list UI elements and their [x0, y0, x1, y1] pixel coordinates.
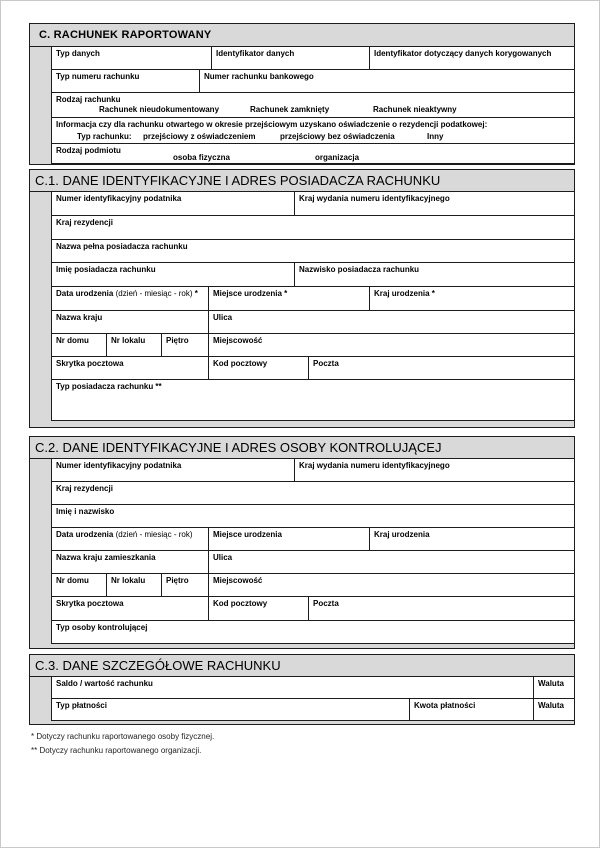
- form-row: [51, 574, 574, 597]
- section-c1-header: [30, 170, 574, 192]
- field-c1-nazwa-kraju[interactable]: [51, 311, 208, 334]
- field-label: Typ numeru rachunku: [56, 72, 140, 81]
- form-row: [51, 287, 574, 311]
- field-c2-nr-domu[interactable]: [51, 574, 106, 597]
- field-label: Numer identyfikacyjny podatnika: [56, 194, 182, 203]
- field-label: Nazwisko posiadacza rachunku: [299, 265, 420, 274]
- option-rachunek-nieudokumentowany[interactable]: Rachunek nieudokumentowany: [99, 105, 220, 114]
- section-c: [29, 23, 575, 165]
- field-label: Nr lokalu: [111, 576, 146, 585]
- field-c1-typ-posiadacza[interactable]: [51, 380, 574, 421]
- field-label: Nr domu: [56, 336, 89, 345]
- field-c2-ulica[interactable]: [208, 551, 574, 574]
- field-label: Piętro: [166, 336, 189, 345]
- field-label: Typ osoby kontrolującej: [56, 623, 148, 632]
- field-label: Numer identyfikacyjny podatnika: [56, 461, 182, 470]
- field-label: Numer rachunku bankowego: [204, 72, 314, 81]
- footnotes: [31, 730, 214, 757]
- form-row: [51, 263, 574, 287]
- field-c2-numer-identyfikacyjny[interactable]: [51, 459, 294, 482]
- field-c2-miejsce-urodzenia[interactable]: [208, 528, 369, 551]
- field-label: Informacja czy dla rachunku otwartego w okresie przejściowym uzyskano oświadczenie o rezydencji podatkowej:: [56, 120, 488, 129]
- field-label: Kraj urodzenia *: [374, 289, 435, 298]
- field-c2-nr-lokalu[interactable]: [106, 574, 161, 597]
- field-label: Rodzaj podmiotu: [56, 146, 121, 155]
- form-row: [51, 482, 574, 505]
- field-label: Imię i nazwisko: [56, 507, 115, 516]
- field-c2-miejscowosc[interactable]: [208, 574, 574, 597]
- field-c3-typ-platnosci[interactable]: [51, 699, 409, 721]
- field-informacja-oswiadczenie[interactable]: [51, 118, 574, 144]
- field-label: Data urodzenia (dzień - miesiąc - rok) *: [56, 289, 198, 298]
- field-c2-kraj-rezydencji[interactable]: [51, 482, 574, 505]
- field-c1-nazwisko[interactable]: [294, 263, 574, 287]
- option-przejsciowy-bez-oswiadczenia[interactable]: przejściowy bez oświadczenia: [280, 132, 395, 141]
- field-label: Miejsce urodzenia: [213, 530, 282, 539]
- field-c2-skrytka-pocztowa[interactable]: [51, 597, 208, 621]
- field-identyfikator-korygowanych[interactable]: [369, 47, 574, 70]
- section-c2: [29, 436, 575, 649]
- field-c2-imie-i-nazwisko[interactable]: [51, 505, 574, 528]
- section-c-rows: [51, 47, 574, 164]
- form-row: [51, 357, 574, 380]
- field-identyfikator-danych[interactable]: [211, 47, 369, 70]
- option-inny[interactable]: Inny: [427, 132, 444, 141]
- field-label: Nr lokalu: [111, 336, 146, 345]
- reported-account-form: [29, 23, 575, 725]
- field-label: Miejscowość: [213, 336, 263, 345]
- form-row: [51, 311, 574, 334]
- field-c1-nazwa-pelna[interactable]: [51, 240, 574, 263]
- field-c2-kraj-urodzenia[interactable]: [369, 528, 574, 551]
- field-label: Identyfikator danych: [216, 49, 295, 58]
- field-label: Waluta: [538, 679, 564, 688]
- form-row: [51, 47, 574, 70]
- field-label: Ulica: [213, 553, 233, 562]
- field-c1-pietro[interactable]: [161, 334, 208, 357]
- field-label: Kraj wydania numeru identyfikacyjnego: [299, 461, 450, 470]
- form-row: [51, 93, 574, 118]
- option-organizacja[interactable]: organizacja: [315, 153, 360, 162]
- form-row: [51, 240, 574, 263]
- section-c1: [29, 169, 575, 428]
- field-label: Rodzaj rachunku: [56, 95, 121, 104]
- field-c2-pietro[interactable]: [161, 574, 208, 597]
- typ-rachunku-label: Typ rachunku:: [77, 132, 132, 141]
- field-c2-kraj-wydania[interactable]: [294, 459, 574, 482]
- field-label: Nazwa kraju: [56, 313, 103, 322]
- field-label: Ulica: [213, 313, 233, 322]
- section-c3: [29, 654, 575, 725]
- field-c1-skrytka-pocztowa[interactable]: [51, 357, 208, 380]
- section-c1-title: C.1. DANE IDENTYFIKACYJNE I ADRES POSIADACZA RACHUNKU: [35, 173, 441, 188]
- field-c2-typ-osoby-kontrolujacej[interactable]: [51, 621, 574, 644]
- field-c1-kraj-rezydencji[interactable]: [51, 216, 574, 240]
- field-typ-numeru-rachunku[interactable]: [51, 70, 199, 93]
- field-rodzaj-rachunku[interactable]: [51, 93, 574, 118]
- form-row: [51, 459, 574, 482]
- section-c-header: [30, 24, 574, 47]
- field-label: Typ płatności: [56, 701, 107, 710]
- field-label: Nazwa kraju zamieszkania: [56, 553, 156, 562]
- form-row: [51, 70, 574, 93]
- field-c1-imie[interactable]: [51, 263, 294, 287]
- field-c1-kod-pocztowy[interactable]: [208, 357, 308, 380]
- option-przejsciowy-z-oswiadczeniem[interactable]: przejściowy z oświadczeniem: [143, 132, 256, 141]
- field-label: Kraj rezydencji: [56, 484, 113, 493]
- field-c1-miejscowosc[interactable]: [208, 334, 574, 357]
- section-c1-rows: [51, 192, 574, 421]
- field-label: Typ posiadacza rachunku **: [56, 382, 162, 391]
- form-row: [51, 528, 574, 551]
- field-c1-miejsce-urodzenia[interactable]: [208, 287, 369, 311]
- form-row: [51, 597, 574, 621]
- field-typ-danych[interactable]: [51, 47, 211, 70]
- section-c-title: C. RACHUNEK RAPORTOWANY: [39, 29, 212, 41]
- field-c1-data-urodzenia[interactable]: [51, 287, 208, 311]
- form-row: [51, 380, 574, 421]
- section-c2-rows: [51, 459, 574, 644]
- section-c3-header: [30, 655, 574, 677]
- form-row: [51, 118, 574, 144]
- form-row: [51, 144, 574, 164]
- field-label: Poczta: [313, 359, 339, 368]
- form-row: [51, 334, 574, 357]
- field-label: Kraj urodzenia: [374, 530, 430, 539]
- field-label: Kraj rezydencji: [56, 218, 113, 227]
- form-row: [51, 216, 574, 240]
- field-c3-waluta-platnosc[interactable]: [533, 699, 574, 721]
- section-c2-header: [30, 437, 574, 459]
- option-rachunek-zamkniety[interactable]: Rachunek zamknięty: [250, 105, 330, 114]
- field-label: Identyfikator dotyczący danych korygowanych: [374, 49, 552, 58]
- field-label: Skrytka pocztowa: [56, 359, 124, 368]
- field-c1-numer-identyfikacyjny[interactable]: [51, 192, 294, 216]
- field-c1-nr-domu[interactable]: [51, 334, 106, 357]
- form-row: [51, 677, 574, 699]
- field-c3-kwota-platnosci[interactable]: [409, 699, 533, 721]
- field-c2-kod-pocztowy[interactable]: [208, 597, 308, 621]
- field-c3-waluta-saldo[interactable]: [533, 677, 574, 699]
- field-c2-data-urodzenia[interactable]: [51, 528, 208, 551]
- option-rachunek-nieaktywny[interactable]: Rachunek nieaktywny: [373, 105, 457, 114]
- form-row: [51, 192, 574, 216]
- section-c2-title: C.2. DANE IDENTYFIKACYJNE I ADRES OSOBY KONTROLUJĄCEJ: [35, 440, 442, 455]
- field-numer-rachunku-bankowego[interactable]: [199, 70, 574, 93]
- field-c3-saldo[interactable]: [51, 677, 533, 699]
- field-label: Kraj wydania numeru identyfikacyjnego: [299, 194, 450, 203]
- field-label: Nazwa pełna posiadacza rachunku: [56, 242, 188, 251]
- field-c2-poczta[interactable]: [308, 597, 574, 621]
- field-label: Waluta: [538, 701, 564, 710]
- field-label: Imię posiadacza rachunku: [56, 265, 156, 274]
- field-label: Piętro: [166, 576, 189, 585]
- field-c1-nr-lokalu[interactable]: [106, 334, 161, 357]
- field-c1-ulica[interactable]: [208, 311, 574, 334]
- field-label: Kod pocztowy: [213, 599, 268, 608]
- field-rodzaj-podmiotu[interactable]: [51, 144, 574, 164]
- section-c3-title: C.3. DANE SZCZEGÓŁOWE RACHUNKU: [35, 658, 281, 673]
- section-c3-rows: [51, 677, 574, 721]
- field-label: Saldo / wartość rachunku: [56, 679, 153, 688]
- field-label: Typ danych: [56, 49, 100, 58]
- field-label: Poczta: [313, 599, 339, 608]
- field-label: Miejscowość: [213, 576, 263, 585]
- field-label: Miejsce urodzenia *: [213, 289, 288, 298]
- field-label: Kod pocztowy: [213, 359, 268, 368]
- field-c1-kraj-urodzenia[interactable]: [369, 287, 574, 311]
- form-row: [51, 505, 574, 528]
- option-osoba-fizyczna[interactable]: osoba fizyczna: [173, 153, 230, 162]
- field-c2-nazwa-kraju-zamieszkania[interactable]: [51, 551, 208, 574]
- field-c1-poczta[interactable]: [308, 357, 574, 380]
- field-c1-kraj-wydania[interactable]: [294, 192, 574, 216]
- field-label: Skrytka pocztowa: [56, 599, 124, 608]
- form-row: [51, 699, 574, 721]
- field-label: Kwota płatności: [414, 701, 476, 710]
- field-label: Data urodzenia (dzień - miesiąc - rok): [56, 530, 193, 539]
- footnote-organizacja: ** Dotyczy rachunku raportowanego organizacji.: [31, 745, 202, 755]
- form-row: [51, 621, 574, 644]
- footnote-osoba-fizyczna: * Dotyczy rachunku raportowanego osoby fizycznej.: [31, 732, 215, 741]
- form-row: [51, 551, 574, 574]
- field-label: Nr domu: [56, 576, 89, 585]
